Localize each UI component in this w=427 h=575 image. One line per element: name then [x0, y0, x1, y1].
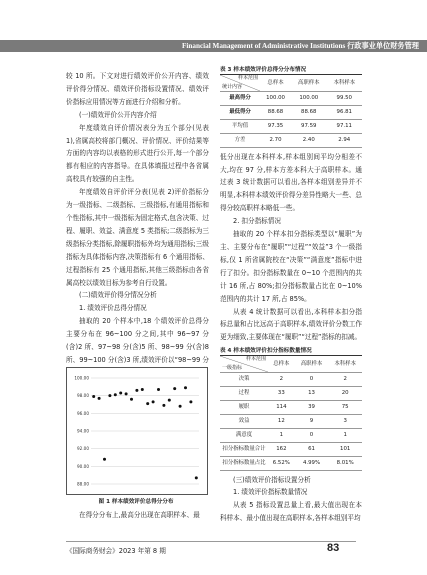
header-title: Financial Management of Administrative Institutions 行政事业单位财务管理: [182, 42, 419, 50]
section-heading: (三)绩效评价指标设置分析: [233, 475, 311, 484]
table-row: [220, 456, 362, 470]
paragraph: 在得分分布上,最高分出现在高职样本、最: [79, 511, 200, 519]
table3: [220, 74, 362, 148]
table-cell: 2: [328, 373, 362, 387]
page-number: 83: [327, 542, 340, 554]
table4: [220, 355, 362, 470]
column-header: 总样本: [268, 356, 295, 373]
table-row: [220, 92, 362, 106]
left-column-bottom: [66, 509, 209, 522]
table-row: [220, 119, 362, 133]
row-label: 平均值: [220, 119, 260, 133]
journal-name: 《国际商务财会》2023 年第 8 期: [66, 547, 166, 555]
table-row: [220, 401, 362, 415]
table-cell: 4.99%: [295, 456, 329, 470]
paragraph: 低分出现在本科样本,样本组别间平均分相差不大,均在 97 分,样本方差本科大于高职样本。通过表 3 统计数据可以看出,各样本组别差异并不明显,本科样本绩效评价得分差异性略大一些、总得分较高职样本略低一些。: [220, 152, 362, 213]
y-tick-label: 94.00: [77, 428, 89, 434]
data-point: [146, 402, 149, 405]
table-cell: 2.94: [327, 133, 363, 147]
paragraph: 抽取的 20 个样本中,18 个绩效评价总得分主要分布在 96~100 分之间,其中 96~97 分(含)2 所、97~98 分(含)5 所、98~99 分(含)8 所、99~100 分(含)3 所,绩效评价以“98~99 分: [66, 317, 209, 364]
column-header: 高职样本: [291, 75, 326, 92]
table-cell: 20: [328, 387, 362, 401]
table-cell: 33: [268, 387, 295, 401]
table-cell: 97.11: [327, 119, 363, 133]
column-header: 本科样本: [327, 75, 363, 92]
table-corner-cell: [220, 75, 260, 92]
footer-rule: [66, 541, 356, 542]
row-label: 扣分指标数量合计: [220, 442, 268, 456]
table-cell: 88.68: [260, 105, 291, 119]
data-point: [119, 392, 122, 395]
table-corner-cell: [220, 356, 268, 373]
corner-bottom-label: 一级指标: [222, 365, 243, 372]
table-row: [220, 387, 362, 401]
table-cell: 61: [295, 442, 329, 456]
score-distribution-chart: [66, 367, 208, 495]
paragraph: 年度绩效自评价评分表(见表 2)评价指标分为一级指标、二级指标、三级指标,有通用指标和个性指标,其中一级指标为固定格式,包含决策、过程、履职、效益、满意度 5 类指标;二级指标为三级指标分类指标,除履职指标外均为通用指标;三级指标为具体指标内容,决策指标有 6 个通用指标、过程指标有 25 个通用指标,其他三级指标由各省属高校以绩效目标为参考自行设置。: [66, 188, 209, 287]
data-point: [168, 399, 171, 402]
table-cell: 88.68: [291, 105, 326, 119]
y-tick-label: 90.00: [77, 463, 89, 469]
data-point: [173, 387, 176, 390]
table-cell: 99.50: [327, 92, 363, 106]
paragraph: 从表 4 统计数据可以看出,本科样本扣分指标总量和占比远高于高职样本,绩效评价分数工作更为细致,主要体现在“履职”“过程”指标的扣减。: [220, 307, 362, 342]
table-cell: 13: [295, 387, 329, 401]
paragraph: 年度绩效自评价情况表分为五个部分(见表 1),省属高校将部门概况、评价情况、评价结果等方面的内容均以表格的形式进行公开,每一个部分都有相应的内容指导。在具体填报过程中各省属高校具有较强的自主性。: [66, 123, 209, 184]
table-cell: 1: [268, 428, 295, 442]
y-tick-label: 88.00: [77, 481, 89, 487]
section-heading: (一)绩效评价公开内容介绍: [79, 110, 157, 119]
data-point: [98, 397, 101, 400]
table-cell: 9: [295, 414, 329, 428]
data-point: [125, 392, 128, 395]
data-point: [189, 400, 192, 403]
subsection-heading: 1. 绩效评价总得分情况: [79, 304, 147, 313]
table-row: [220, 428, 362, 442]
table-row: [220, 442, 362, 456]
row-label: 方差: [220, 133, 260, 147]
table-row: [220, 414, 362, 428]
data-point: [152, 400, 155, 403]
data-point: [179, 405, 182, 408]
table-row: [220, 373, 362, 387]
table-row: [220, 105, 362, 119]
corner-top-label: 样本范围: [237, 75, 258, 81]
table-cell: 0: [295, 373, 329, 387]
column-header: 总样本: [260, 75, 291, 92]
y-tick-label: 98.00: [77, 393, 89, 399]
right-column: [220, 66, 362, 525]
data-point: [141, 388, 144, 391]
row-label: 最低得分: [220, 105, 260, 119]
table-header-row: [220, 75, 362, 92]
data-point: [103, 458, 106, 461]
running-header: [0, 40, 427, 52]
table-cell: 100.00: [260, 92, 291, 106]
corner-bottom-label: 统计内容: [222, 84, 243, 90]
data-point: [92, 395, 95, 398]
table-cell: 1: [328, 428, 362, 442]
figure-caption: 图 1 样本绩效评价总得分分布: [98, 499, 174, 505]
y-tick-label: 100.00: [74, 375, 89, 381]
corner-top-label: 样本范围: [245, 356, 266, 363]
data-point: [184, 386, 187, 389]
subsection-heading: 1. 绩效评价指标数量情况: [233, 488, 308, 497]
paragraph: 抽取的 20 个样本扣分指标类型以“履职”为主、主要分布在“履职”“过程”“效益”3 个一级指标,仅 1 所省属院校在“决策”“满意度”指标中进行了扣分。扣分指标数量在 0~10 个范围内的共计 16 所,占 80%;扣分指标数量占比在 0~10% 范围内的共计 17 所,占 85%。: [220, 230, 362, 303]
data-point: [135, 389, 138, 392]
table-cell: 97.59: [291, 119, 326, 133]
row-label: 扣分指标数量占比: [220, 456, 268, 470]
table-cell: 100.00: [291, 92, 326, 106]
left-column-top: [66, 70, 209, 380]
table-row: [220, 133, 362, 147]
chart-svg: [67, 368, 207, 494]
table-cell: 39: [295, 401, 329, 415]
y-tick-label: 96.00: [77, 410, 89, 416]
table-cell: 75: [328, 401, 362, 415]
column-header: 本科样本: [328, 356, 362, 373]
data-point: [195, 476, 198, 479]
row-label: 过程: [220, 387, 268, 401]
table-cell: 96.81: [327, 105, 363, 119]
data-point: [130, 398, 133, 401]
subsection-heading: 2. 扣分指标情况: [233, 217, 281, 226]
row-label: 决策: [220, 373, 268, 387]
table-cell: 2.40: [291, 133, 326, 147]
table-cell: 97.35: [260, 119, 291, 133]
data-point: [114, 393, 117, 396]
table3-caption: 表 3 样本绩效评价总得分分布情况: [220, 67, 307, 73]
table-cell: 12: [268, 414, 295, 428]
table-cell: 3: [328, 414, 362, 428]
data-point: [157, 388, 160, 391]
table-cell: 8.01%: [328, 456, 362, 470]
table-header-row: [220, 356, 362, 373]
section-heading: (二)绩效评价得分情况分析: [79, 291, 157, 300]
data-point: [162, 404, 165, 407]
row-label: 最高得分: [220, 92, 260, 106]
y-tick-label: 92.00: [77, 446, 89, 452]
table-cell: 162: [268, 442, 295, 456]
paragraph: 从表 5 指标设置总量上看,最大值出现在本科样本、最小值出现在高职样本,各样本组别平均: [220, 501, 362, 523]
table-cell: 114: [268, 401, 295, 415]
column-header: 高职样本: [295, 356, 329, 373]
table4-caption: 表 4 样本绩效评价扣分指标数量情况: [220, 348, 312, 355]
table-cell: 2.70: [260, 133, 291, 147]
data-point: [108, 394, 111, 397]
table-cell: 6.52%: [268, 456, 295, 470]
table-cell: 0: [295, 428, 329, 442]
row-label: 满意度: [220, 428, 268, 442]
row-label: 履职: [220, 401, 268, 415]
table-cell: 2: [268, 373, 295, 387]
paragraph: 较 10 所。下文对进行绩效评价公开内容、绩效评价得分情况、绩效评价指标设置情况、绩效评价指标应用情况等方面进行介绍和分析。: [66, 72, 209, 106]
table-cell: 101: [328, 442, 362, 456]
row-label: 效益: [220, 414, 268, 428]
